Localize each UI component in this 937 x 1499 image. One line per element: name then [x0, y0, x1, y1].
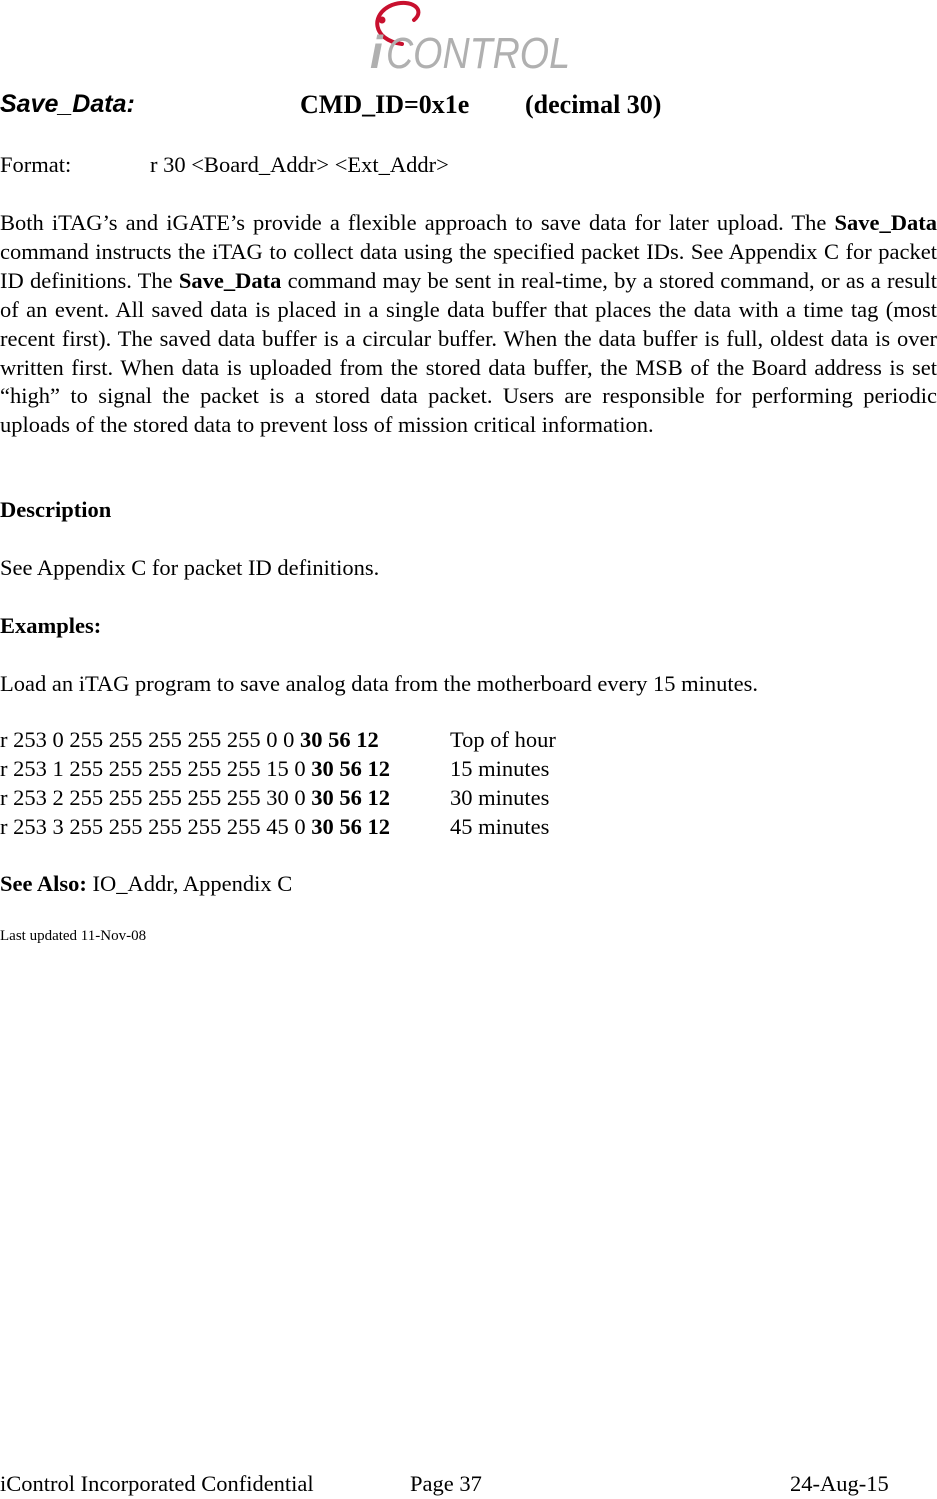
svg-text:CONTROL: CONTROL	[386, 29, 570, 78]
example-command-bold: 30 56 12	[311, 814, 390, 839]
command-id: CMD_ID=0x1e	[300, 90, 470, 119]
last-updated: Last updated 11-Nov-08	[0, 928, 147, 944]
format-label: Format:	[0, 152, 72, 177]
description-text: See Appendix C for packet ID definitions.	[0, 555, 380, 580]
example-command	[0, 727, 379, 753]
example-note: 15 minutes	[450, 756, 550, 781]
example-command-bold: 30 56 12	[311, 756, 390, 781]
example-row	[0, 756, 937, 785]
svg-text:i: i	[370, 26, 383, 78]
example-row	[0, 727, 937, 756]
command-header	[0, 88, 937, 128]
intro-text-1: Both iTAG’s and iGATE’s provide a flexible approach to save data for later upload. The	[0, 210, 835, 235]
example-command-bold: 30 56 12	[311, 785, 390, 810]
examples-heading: Examples:	[0, 613, 102, 638]
example-command-bold: 30 56 12	[300, 727, 379, 752]
example-note: 30 minutes	[450, 785, 550, 810]
see-also-label: See Also:	[0, 871, 87, 896]
footer-date: 24-Aug-15	[790, 1471, 889, 1496]
example-command-text: r 253 1 255 255 255 255 255 15 0	[0, 756, 312, 781]
footer-company: iControl Incorporated Confidential	[0, 1471, 314, 1496]
intro-text-3: command may be sent in real-time, by a stored command, or as a result of an event. All saved data is placed in a single data buffer that places the data with a time tag (most recent first). The saved data buffer is a circular buffer. When the data buffer is full, oldest data is over written first. When data is uploaded from the stored data buffer, the MSB of the Board address is set “high” to signal the packet is a stored data packet. Users are responsible for performing periodic uploads of the stored data to prevent loss of mission critical information.	[0, 267, 937, 438]
command-decimal: (decimal 30)	[525, 90, 662, 119]
see-also	[0, 871, 292, 897]
examples-intro: Load an iTAG program to save analog data from the motherboard every 15 minutes.	[0, 671, 758, 696]
page-footer	[0, 1471, 937, 1499]
see-also-text: IO_Addr, Appendix C	[86, 871, 293, 896]
intro-paragraph	[0, 209, 937, 440]
footer-page-number: Page 37	[410, 1471, 482, 1496]
example-command	[0, 756, 390, 782]
example-command-text: r 253 0 255 255 255 255 255 0 0	[0, 727, 300, 752]
example-command-text: r 253 3 255 255 255 255 255 45 0	[0, 814, 312, 839]
example-command	[0, 814, 390, 840]
example-row	[0, 814, 937, 843]
icontrol-logo	[362, 0, 574, 78]
format-value: r 30 <Board_Addr> <Ext_Addr>	[150, 152, 449, 177]
intro-text-2: command instructs the iTAG to collect data using the specified packet IDs. See Appendix C for packet ID definitions. The	[0, 238, 937, 293]
icontrol-logo-graphic	[362, 0, 574, 78]
example-row	[0, 785, 937, 814]
intro-bold-1: Save_Data	[834, 210, 937, 235]
description-heading: Description	[0, 497, 112, 522]
example-note: 45 minutes	[450, 814, 550, 839]
example-note: Top of hour	[450, 727, 556, 752]
command-name: Save_Data:	[0, 90, 135, 118]
example-command-text: r 253 2 255 255 255 255 255 30 0	[0, 785, 312, 810]
example-command	[0, 785, 390, 811]
intro-bold-2: Save_Data	[178, 267, 282, 293]
